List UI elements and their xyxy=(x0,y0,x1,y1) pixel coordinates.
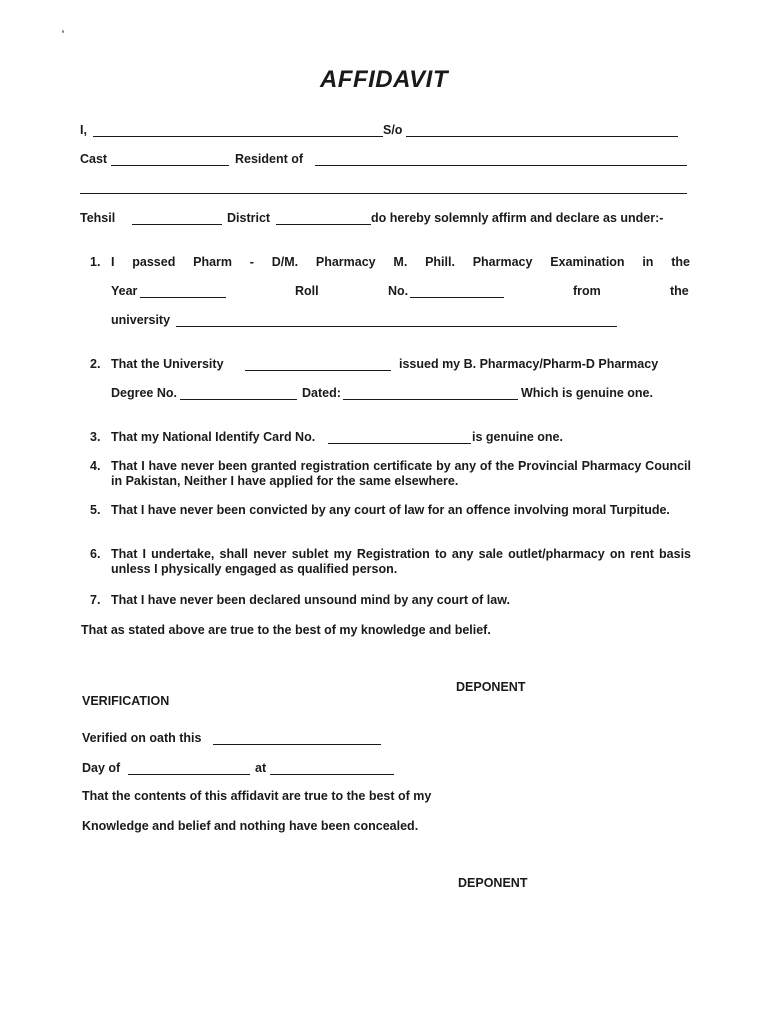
item-2-number: 2. xyxy=(90,357,101,371)
the-label: the xyxy=(670,284,689,298)
declaration-text: do hereby solemnly affirm and declare as under:- xyxy=(371,211,664,225)
day-of-label: Day of xyxy=(82,761,121,775)
scan-speck xyxy=(62,30,64,33)
item-3-number: 3. xyxy=(90,430,101,444)
verified-on-oath-label: Verified on oath this xyxy=(82,731,202,745)
deponent-signature-label: DEPONENT xyxy=(456,680,526,694)
word: the xyxy=(671,255,690,269)
deponent-verification-label: DEPONENT xyxy=(458,876,528,890)
word: M. xyxy=(393,255,408,269)
item-4-text: That I have never been granted registration certificate by any of the Provincial Pharmacy Council in Pakistan, Neither I have applied for the same elsewhere. xyxy=(111,459,691,488)
word: I xyxy=(111,255,115,269)
district-field[interactable] xyxy=(276,224,371,225)
item-1-number: 1. xyxy=(90,255,101,269)
document-title: AFFIDAVIT xyxy=(319,66,449,93)
verified-date-field[interactable] xyxy=(213,744,381,745)
roll-label: Roll xyxy=(295,284,319,298)
place-field[interactable] xyxy=(270,774,394,775)
cast-field[interactable] xyxy=(111,165,229,166)
verification-heading: VERIFICATION xyxy=(82,694,170,708)
word: Pharmacy xyxy=(472,255,533,269)
tehsil-field[interactable] xyxy=(132,224,222,225)
item-7-number: 7. xyxy=(90,593,101,607)
cast-label: Cast xyxy=(80,152,108,166)
genuine-text: Which is genuine one. xyxy=(521,386,653,400)
cnic-field[interactable] xyxy=(328,443,471,444)
degree-no-field[interactable] xyxy=(180,399,297,400)
word: passed xyxy=(132,255,176,269)
year-label: Year xyxy=(111,284,138,298)
item-7-text: That I have never been declared unsound mind by any court of law. xyxy=(111,593,510,607)
item-4-number: 4. xyxy=(90,459,101,473)
day-of-field[interactable] xyxy=(128,774,250,775)
roll-no-field[interactable] xyxy=(410,297,504,298)
at-label: at xyxy=(255,761,267,775)
degree-no-label: Degree No. xyxy=(111,386,177,400)
dated-label: Dated: xyxy=(302,386,341,400)
father-name-field[interactable] xyxy=(406,136,678,137)
word: Examination xyxy=(550,255,625,269)
word: - xyxy=(249,255,254,269)
verification-contents-line-1: That the contents of this affidavit are true to the best of my xyxy=(82,789,432,803)
item-5-number: 5. xyxy=(90,503,101,517)
item-3-text: That my National Identify Card No. xyxy=(111,430,316,444)
word: in xyxy=(642,255,654,269)
tehsil-label: Tehsil xyxy=(80,211,116,225)
university-name-field[interactable] xyxy=(245,370,391,371)
item-1-line-1 xyxy=(111,255,690,269)
item-6-text: That I undertake, shall never sublet my Registration to any sale outlet/pharmacy on rent basis unless I physically engaged as qualified person. xyxy=(111,547,691,576)
item-6-number: 6. xyxy=(90,547,101,561)
dated-field[interactable] xyxy=(343,399,518,400)
item-2-issued-text: issued my B. Pharmacy/Pharm-D Pharmacy xyxy=(399,357,659,371)
word: Pharm xyxy=(193,255,233,269)
item-3-tail: is genuine one. xyxy=(472,430,563,444)
year-field[interactable] xyxy=(140,297,226,298)
verification-contents-line-2: Knowledge and belief and nothing have been concealed. xyxy=(82,819,419,833)
resident-label: Resident of xyxy=(235,152,304,166)
item-5-text: That I have never been convicted by any court of law for an offence involving moral Turpitude. xyxy=(111,503,670,517)
university-label: university xyxy=(111,313,171,327)
statement-text: That as stated above are true to the best of my knowledge and belief. xyxy=(81,623,491,637)
word: Phill. xyxy=(425,255,455,269)
word: Pharmacy xyxy=(315,255,376,269)
university-field[interactable] xyxy=(176,326,617,327)
roll-no-label: No. xyxy=(388,284,409,298)
word: D/M. xyxy=(271,255,299,269)
i-label: I, xyxy=(80,123,87,137)
so-label: S/o xyxy=(383,123,403,137)
residence-field-continued[interactable] xyxy=(80,193,687,194)
residence-field[interactable] xyxy=(315,165,687,166)
from-label: from xyxy=(573,284,601,298)
item-2-that-university: That the University xyxy=(111,357,224,371)
name-field[interactable] xyxy=(93,136,383,137)
district-label: District xyxy=(227,211,271,225)
